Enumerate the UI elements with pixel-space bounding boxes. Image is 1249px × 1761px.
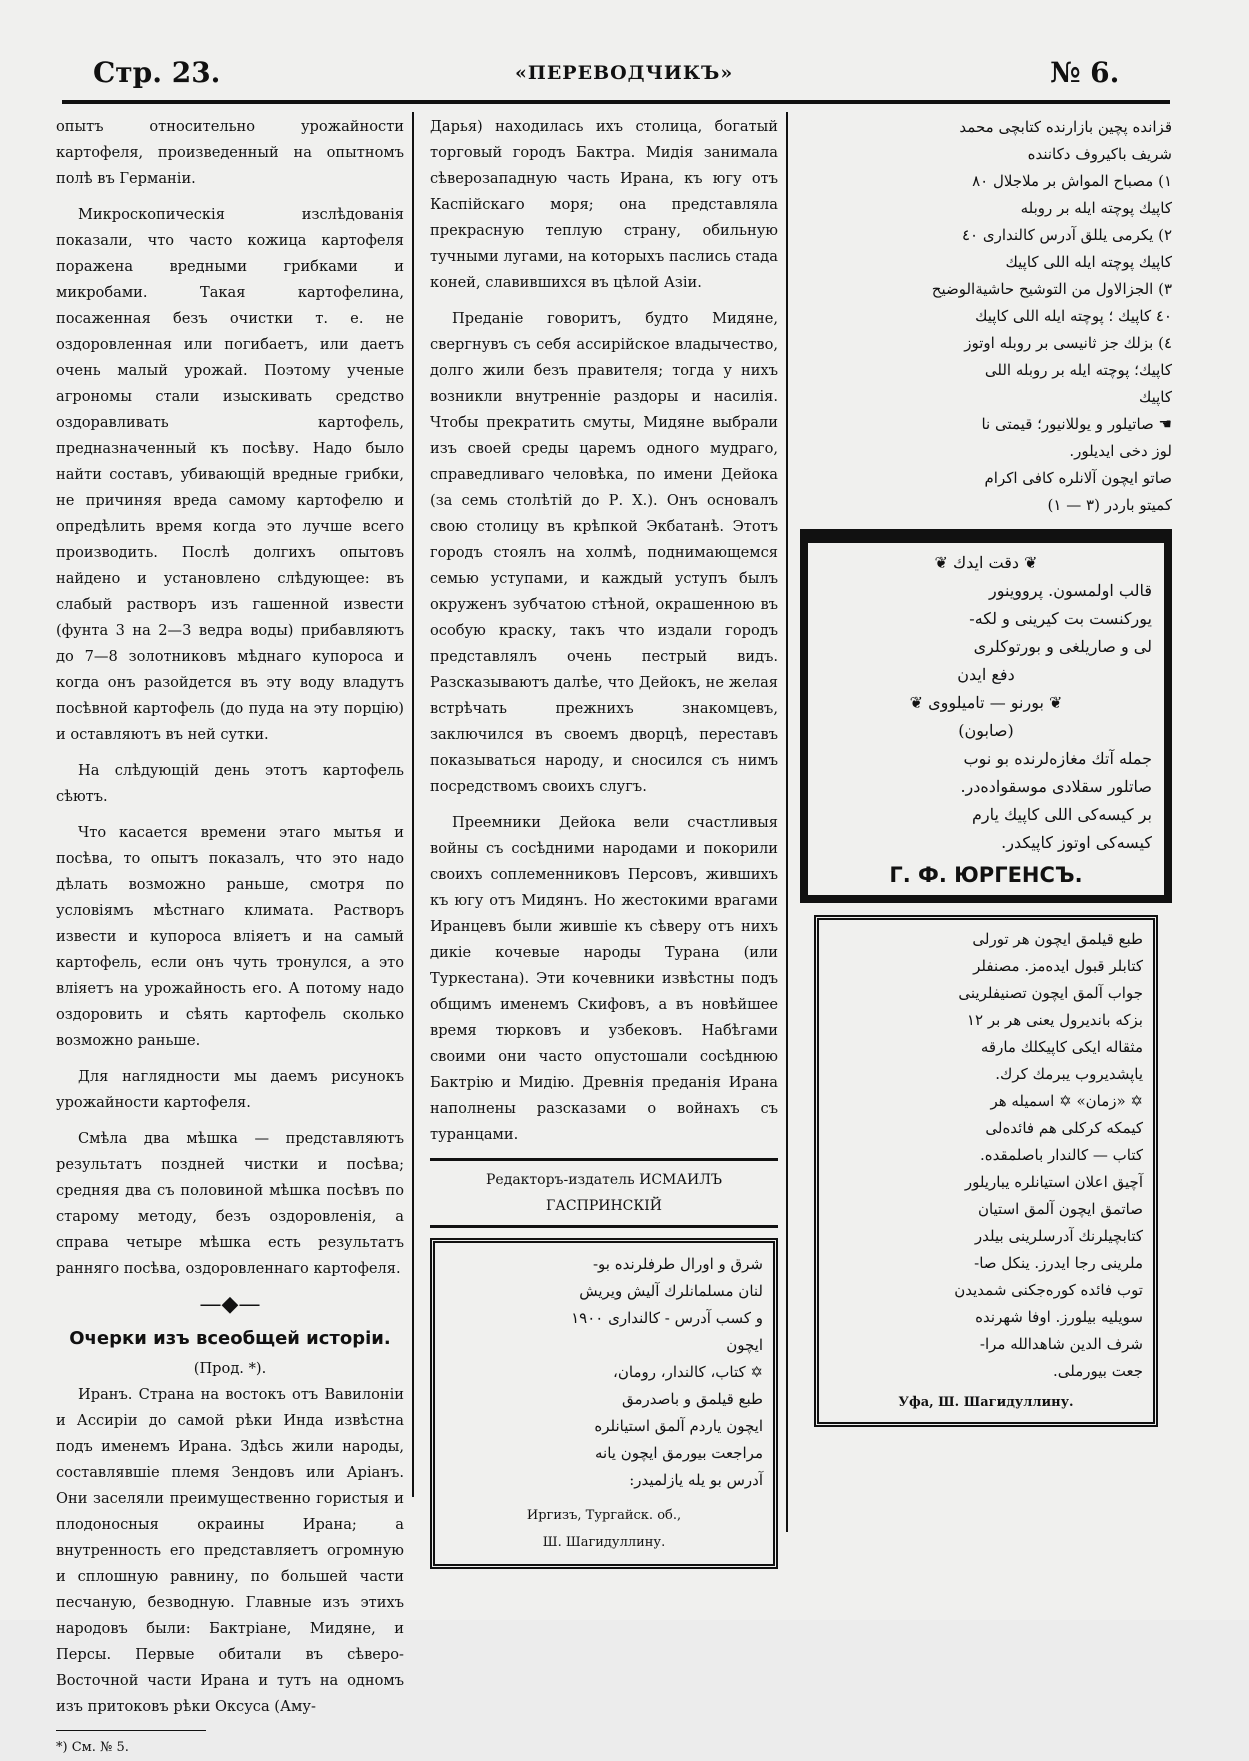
ad-line: كاپيك پوچته ايله بر روبله <box>1020 199 1172 217</box>
ad-line: سويليه بيلورز. اوفا شهرنده <box>975 1308 1143 1326</box>
product-sub: (صابون) <box>958 721 1014 740</box>
ad-line: يوركنست بت كيرينى و لكه- <box>969 609 1152 628</box>
editor-line: Редакторъ-издатель ИСМАИЛЪ ГАСПРИНСКIЙ <box>430 1158 778 1228</box>
ad-line: بزكه باندیرول يعنى هر بر ١٢ <box>966 1011 1143 1029</box>
ad-line: لى و صاريلغى و بورتوكلرى <box>973 637 1152 656</box>
ad-line: قزانده پچين بازارنده كتابچى محمد <box>959 118 1172 136</box>
newspaper-title: «ПЕРЕВОДЧИКЪ» <box>515 62 734 84</box>
column-3 <box>800 114 1172 1427</box>
ad-line: آدرس بو يله يازلميدر: <box>629 1471 763 1489</box>
ad-line: ايچون <box>726 1336 763 1354</box>
paragraph: Микроскопическiя изслѣдованiя показали, что часто кожица картофеля поражена вредными грибками и микробами. Такая картофелина, посаженная безъ очистки т. е. не оздоровленная или погибаетъ, или даетъ очень малый урожай. Поэтому ученые агрономы стали изыскивать средство оздоравливать картофель, предназначенный къ посѣву. Надо было найти составъ, убивающiй вредные грибки, не причиняя вреда самому картофелю и опредѣлить время когда это лучше всего производить. Послѣ долгихъ опытовъ найдено и установлено слѣдующее: въ слабый растворъ изъ гашенной извести (фунта 3 на 2—3 ведра воды) прибавляютъ до 7—8 золотниковъ мѣднаго купороса и когда онъ разойдется въ эту воду владутъ посѣвной картофель (до пуда на эту порцiю) и оставляютъ въ ней сутки. <box>56 206 404 743</box>
ad-line: ٢) يكرمى يللق آدرس كالندارى ٤٠ <box>961 226 1172 244</box>
ad-line: بر كيسەكى اللى كاپيك يارم <box>971 805 1152 824</box>
ad-line: لوز دخى ايديلور. <box>1069 442 1172 460</box>
ad-address: Ш. Шагидуллину. <box>542 1535 666 1550</box>
article-body: Иранъ. Страна на востокъ отъ Вавилонiи и Ассирiи до самой рѣки Инда извѣстна подъ именемъ Ирана. Здѣсь жили народы, составлявшiе племя Зендовъ или Арiанъ. Они заселяли преимущественно гористыя и плодоносныя окраины Ирана; а внутренность его представляетъ огромную и сплошную равнину, по большей части песчаную, безводную. Главные изъ этихъ народовъ были: Бактрiане, Мидяне, и Персы. Первые обитали въ сѣверо-Восточной части Ирана и тутъ на одномъ изъ притоковъ рѣки Оксуса (Аму- <box>56 1386 404 1715</box>
ad-line: قالب اولمسون. پرووينور <box>989 581 1152 600</box>
ad-line: ايچون ياردم آلمق استيانلره <box>594 1417 763 1435</box>
ad-line: طبع قيلمق ايچون هر تورلى <box>972 930 1143 948</box>
ad-line: ☚ صاتيلور و يوللانيور؛ قيمتى نا <box>981 415 1172 433</box>
ad-line: و كسب آدرس - كالندارى ١٩٠٠ <box>571 1309 763 1327</box>
ad-line: جواب آلمق ايچون تصنيفلرينى <box>958 984 1143 1002</box>
ad-line: كاپيك؛ پوچته ايله بر روبله اللى <box>984 361 1172 379</box>
advert-box-soap <box>800 529 1172 903</box>
ad-line: كيمكه كركلى هم فائدەلى <box>985 1119 1143 1137</box>
ad-line: ٣) الجزالاول من التوشيح حاشيةالوضيح <box>931 280 1172 298</box>
ad-line: جعت بيورملى. <box>1053 1362 1143 1380</box>
advertiser-name: Г. Ф. ЮРГЕНСЪ. <box>889 863 1083 887</box>
ad-line: ٤) بزلك جز ثانيسى بر روبله اوتوز <box>964 334 1172 352</box>
ad-line: كيسەكى اوتوز كاپيكدر. <box>1001 833 1152 852</box>
ad-address: Уфа, Ш. Шагидуллину. <box>898 1395 1074 1410</box>
ad-line: توب فائده كورەجكنى شمديدن <box>954 1281 1143 1299</box>
ad-address: Иргизъ, Тургайск. об., <box>526 1508 682 1523</box>
ad-line: كاپيك پوچته ايله اللى كاپيك <box>1005 253 1172 271</box>
advert-box-zaman <box>814 915 1158 1427</box>
article-subtitle: (Прод. *). <box>193 1360 267 1377</box>
ad-line: ✡ «زمان» ✡ اسميله هر <box>990 1092 1143 1110</box>
ornament-divider: —◆— <box>199 1292 261 1317</box>
ad-line: صاتلور سقلادى موسقوادەدر. <box>960 777 1152 796</box>
advert-box-irgiz <box>430 1238 778 1569</box>
paragraph: опытъ относительно урожайности картофеля, произведенный на опытномъ полѣ въ Германiи. <box>56 118 404 187</box>
issue-number: № 6. <box>1050 56 1120 89</box>
box-heading: ❦ دقت ايدك ❦ <box>934 553 1038 572</box>
footnote: *) См. № 5. <box>56 1740 129 1755</box>
ad-line: مراجعت بيورمق ايچون يانه <box>594 1444 763 1462</box>
ad-line: آچيق اعلان استيانلره يباريلور <box>964 1173 1143 1191</box>
ad-line: ١) مصباح المواش بر ملاجلال ٨٠ <box>972 172 1172 190</box>
ad-line: ياپشديروب يبرمك كرك. <box>995 1065 1143 1083</box>
ad-line: جمله آتك مغازەلرنده بو نوب <box>963 749 1152 768</box>
product-name: ❦ بورنو — تاميلووى ❦ <box>909 693 1063 712</box>
paragraph: Для наглядности мы даемъ рисунокъ урожайности картофеля. <box>56 1068 404 1111</box>
page-number: Стр. 23. <box>93 56 221 89</box>
column-2 <box>430 114 778 1569</box>
paragraph: Преемники Дейока вели счастливыя войны съ сосѣдними народами и покорили своихъ соплеменниковъ Персовъ, жившихъ къ югу отъ Мидянъ. Но жестокими врагами Иранцевъ были жившiе къ сѣверу отъ нихъ дикiе кочевые народы Турана (или Туркестана). Эти кочевники извѣстны подъ общимъ именемъ Скифовъ, а въ новѣйшее время тюрковъ и узбековъ. Набѣгами своими они часто опустошали сосѣднюю Бактрiю и Мидiю. Древнiя преданiя Ирана наполнены разсказами о войнахъ съ туранцами. <box>430 814 778 1143</box>
ad-line: شرف الدين شاهدالله مرا- <box>979 1335 1143 1353</box>
ad-line: مثقاله ايكى كاپيكلك مارقه <box>980 1038 1143 1056</box>
paragraph: Дарья) находилась ихъ столица, богатый торговый городъ Бактра. Мидiя занимала сѣверозападную часть Ирана, къ югу отъ Каспiйскаго моря; она представляла прекрасную теплую страну, обильную тучными лугами, на которыхъ паслись стада коней, славившихся въ цѣлой Азiи. <box>430 118 778 291</box>
ad-line: كتابچيلرنك آدرسلرينى بيلدر <box>974 1227 1143 1245</box>
ad-line: شرق و اورال طرفلرنده بو- <box>592 1255 763 1273</box>
ad-line: كاپيك <box>1138 388 1172 406</box>
ad-line: شريف باكيروف دكاننده <box>1027 145 1172 163</box>
ad-line: كتاب — كالندار باصلمقده. <box>980 1146 1143 1164</box>
ad-line: ٤٠ كاپيك ؛ پوچته ايله اللى كاپيك <box>975 307 1172 325</box>
footnote-rule <box>56 1730 206 1731</box>
column-1 <box>56 114 404 1761</box>
ad-line: صاتو ايچون آلانلره كافى اكرام <box>984 469 1172 487</box>
ad-line: كتابلر قبول ايدەمز. مصنفلر <box>973 957 1143 975</box>
header-rule <box>62 100 1170 104</box>
ad-line: صاتمق ايچون آلمق استيان <box>977 1200 1143 1218</box>
paragraph: На слѣдующiй день этотъ картофель сѣютъ. <box>56 762 404 805</box>
article-title: Очерки изъ всеобщей исторiи. <box>69 1328 391 1349</box>
ad-line: طبع قيلمق و باصدرمق <box>622 1390 763 1408</box>
ad-line: دفع ايدن <box>957 665 1015 684</box>
paragraph: Преданiе говоритъ, будто Мидяне, свергнувъ съ себя ассирiйское владычество, долго жили безъ правителя; тогда у нихъ возникли внутреннiе раздоры и насилiя. Чтобы прекратить смуты, Мидяне выбрали изъ своей среды царемъ одного мудраго, справедливаго человѣка, по имени Дейока (за семь столѣтiй до Р. Х.). Онъ основалъ свою столицу въ крѣпкой Экбатанѣ. Этотъ городъ стоялъ на холмѣ, поднимающемся семью уступами, и каждый уступъ былъ окруженъ зубчатою стѣной, окрашенною въ особую краску, такъ что издали городъ представлялъ очень пестрый видъ. Разсказываютъ далѣе, что Дейокъ, не желая встрѣчать прежнихъ знакомцевъ, заключился въ своемъ дворцѣ, переставъ показываться народу, и сносился съ нимъ посредствомъ своихъ слугъ. <box>430 310 778 795</box>
ad-line: كميتو باردر (٣ — ١) <box>1047 496 1172 514</box>
column-divider-right <box>786 112 788 1532</box>
ad-line: ✡ كتاب، كالندار، رومان، <box>613 1363 763 1381</box>
paragraph: Смѣла два мѣшка — представляютъ результатъ поздней чистки и посѣва; средняя два съ половиной мѣшка посѣвъ по старому методу, безъ оздоровленiя, а справа четыре мѣшка есть результатъ ранняго посѣва, оздоровленнаго картофеля. <box>56 1130 404 1277</box>
ad-line: لنان مسلمانلرك آليش ويريش <box>579 1282 763 1300</box>
ad-line: ملرينى رجا ايدرز. ينكل صا- <box>974 1254 1143 1272</box>
paragraph: Что касается времени этаго мытья и посѣва, то опытъ показалъ, что это надо дѣлать возможно раньше, смотря по условiямъ мѣстнаго климата. Растворъ извести и купороса влiяетъ и на самый картофель, если онъ чуть тронулся, а это влiяетъ на урожайность его. А потому надо оздоровить и сѣять картофель сколько возможно раньше. <box>56 824 404 1049</box>
column-divider-left <box>412 112 414 1497</box>
